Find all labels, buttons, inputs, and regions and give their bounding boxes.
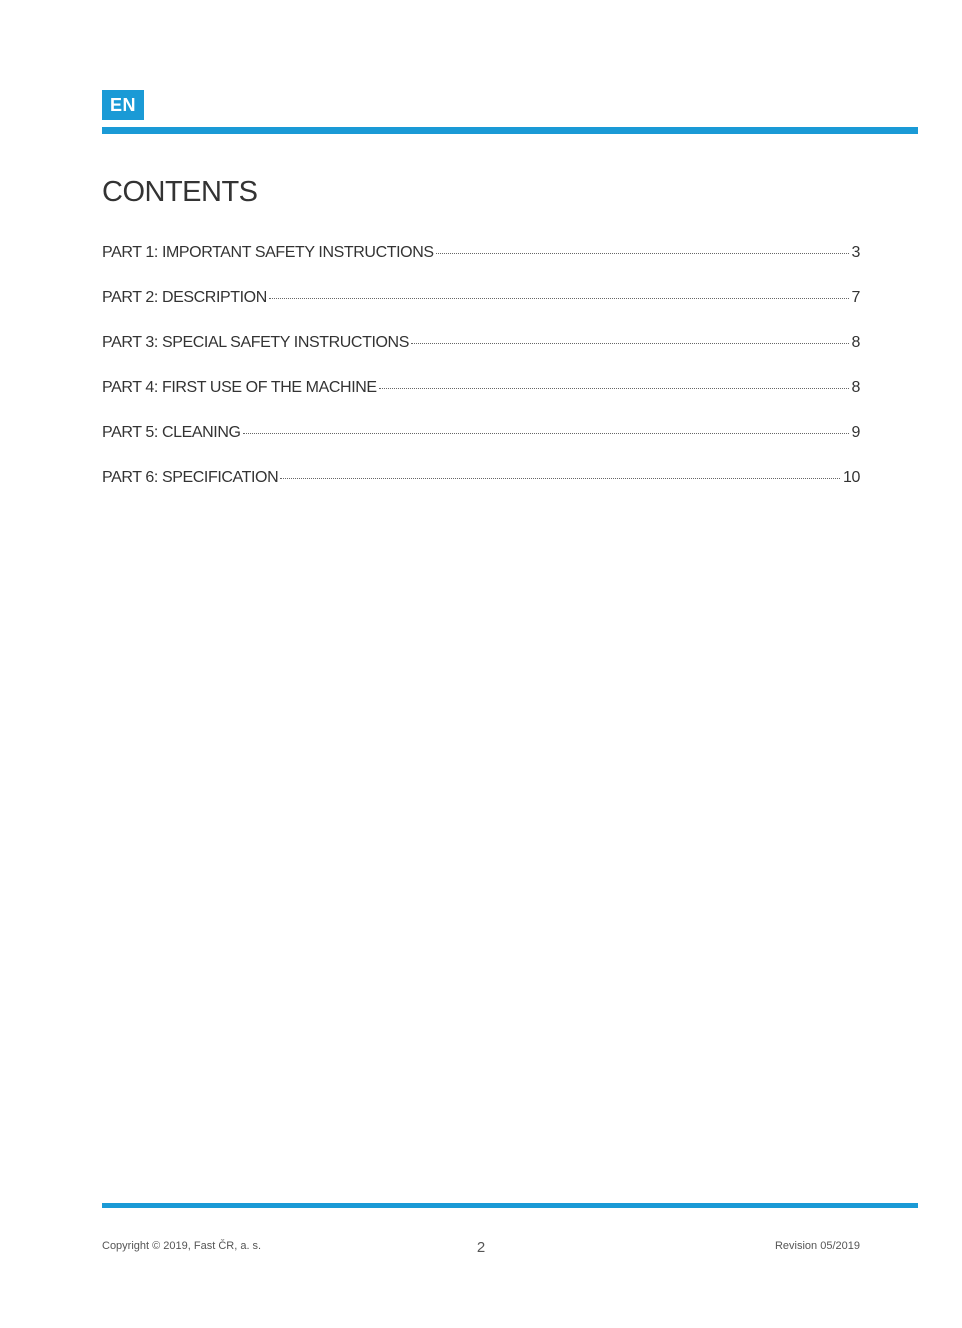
toc-entry[interactable] — [102, 289, 860, 334]
toc-leader-dots — [269, 298, 849, 299]
toc-entry[interactable] — [102, 469, 860, 514]
toc-entry-page: 9 — [851, 424, 860, 441]
table-of-contents — [102, 244, 860, 514]
toc-entry-label: PART 5: CLEANING — [102, 424, 241, 441]
toc-leader-dots — [243, 433, 849, 434]
toc-entry-page: 10 — [843, 469, 860, 486]
footer-divider — [102, 1203, 918, 1208]
toc-leader-dots — [436, 253, 849, 254]
toc-leader-dots — [411, 343, 849, 344]
toc-entry-label: PART 6: SPECIFICATION — [102, 469, 279, 486]
revision-label: Revision 05/2019 — [774, 1240, 860, 1252]
toc-entry[interactable] — [102, 379, 860, 424]
copyright-notice: Copyright © 2019, Fast ČR, a. s. — [102, 1240, 262, 1252]
toc-entry-page: 3 — [851, 244, 860, 261]
toc-entry[interactable] — [102, 244, 860, 289]
toc-entry-page: 8 — [851, 379, 860, 396]
toc-entry-label: PART 1: IMPORTANT SAFETY INSTRUCTIONS — [102, 244, 434, 261]
toc-leader-dots — [379, 388, 849, 389]
toc-entry-page: 8 — [851, 334, 860, 351]
toc-leader-dots — [280, 478, 840, 479]
page-title: CONTENTS — [102, 176, 258, 208]
toc-entry-label: PART 4: FIRST USE OF THE MACHINE — [102, 379, 377, 396]
language-badge: EN — [102, 90, 144, 120]
header-divider — [102, 127, 918, 134]
toc-entry-page: 7 — [851, 289, 860, 306]
toc-entry[interactable] — [102, 334, 860, 379]
toc-entry-label: PART 3: SPECIAL SAFETY INSTRUCTIONS — [102, 334, 409, 351]
toc-entry[interactable] — [102, 424, 860, 469]
page-number: 2 — [476, 1239, 486, 1256]
toc-entry-label: PART 2: DESCRIPTION — [102, 289, 267, 306]
